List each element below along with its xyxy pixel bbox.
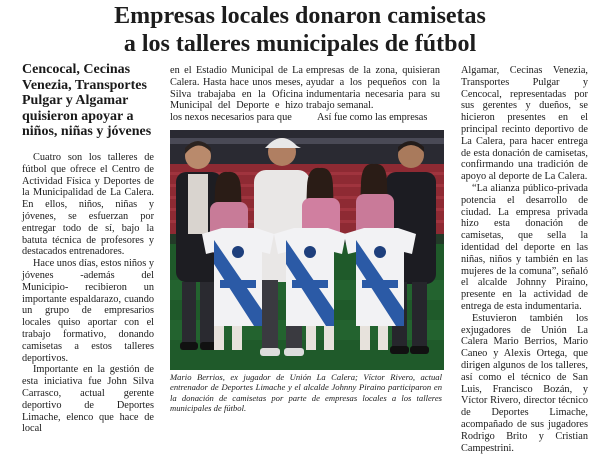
article-paragraph: empresas de la zona, quisieran ayudar a los pequeños con la indumentaria necesaria para su trabajo semanal. (306, 65, 440, 112)
article-column-1 (22, 62, 154, 435)
photo-caption: Mario Berrios, ex jugador de Unión La Calera; Víctor Rivero, actual entrenador de Deportes Limache y el alcalde Johnny Piraino participaron en la donación de camisetas por parte de empresas locales a los talleres municipales de fútbol. (170, 372, 442, 414)
article-paragraph: Importante en la gestión de esta iniciativa fue John Silva Carrasco, actual gerente deportivo de Deportes Limache, elenco que hace de local (22, 364, 154, 435)
article-column-4 (461, 65, 588, 454)
article-headline (0, 2, 600, 58)
article-paragraph: “La alianza público-privada potencia el desarrollo de ciudad. La empresa privada hizo esta donación de camisetas, que sella la identidad del deporte en las niñas, niños y también en las mujeres de la comuna”, señaló el alcalde Johnny Piraino, presente en la actividad de entrega de esta indumentaria. (461, 182, 588, 312)
headline-line-1: Empresas locales donaron camisetas (114, 3, 486, 29)
headline-line-2: a los talleres municipales de fútbol (123, 31, 477, 57)
article-paragraph: en el Estadio Municipal de La Calera. Hasta hace unos meses, Silva trabajaba en la Oficina Municipal del Deporte e hizo los nexos necesarios para que (170, 65, 303, 124)
article-subhead: Cencocal, Cecinas Venezia, Transportes Pulgar y Algamar quisieron apoyar a niños, niñas y jóvenes (22, 62, 152, 140)
article-paragraph: Algamar, Cecinas Venezia, Transportes Pulgar y Cencocal, representadas por sus gerentes y dueños, se hicieron presentes en el principal recinto deportivo de La Calera, para hacer entrega de esta donación de camisetas, confirmando una tradición de apoyo al deporte de La Calera. (461, 65, 588, 183)
article-column-3 (306, 65, 440, 124)
article-column-2 (170, 65, 303, 124)
article-paragraph: Estuvieron también los exjugadores de Unión La Calera Mario Berrios, Mario Caneo y Alexis Ortega, que dirigen algunos de los talleres, así como el técnico de San Luis, Francisco Bozán, y Víctor Rivero, director técnico de Deportes Limache, acompañado de sus jugadores Rodrigo Brito y Cristian Campestrini. (461, 312, 588, 454)
article-paragraph: Así fue como las empresas (317, 112, 428, 124)
article-photo (170, 130, 444, 370)
article-paragraph: Cuatro son los talleres de fútbol que ofrece el Centro de Actividad Física y Deportes de la Municipalidad de La Calera. En ellos, niños, niñas y jóvenes, se esfuerzan por entregar todo de sí, bajo la batuta técnica de profesores y destacados entrenadores. (22, 151, 154, 258)
article-paragraph: Hace unos días, estos niños y jóvenes -además del Municipio- recibieron un importante espaldarazo, cuando un grupo de empresarios locales quiso aportar con el trabajo formativo, donando camisetas a estos talleres deportivos. (22, 258, 154, 364)
